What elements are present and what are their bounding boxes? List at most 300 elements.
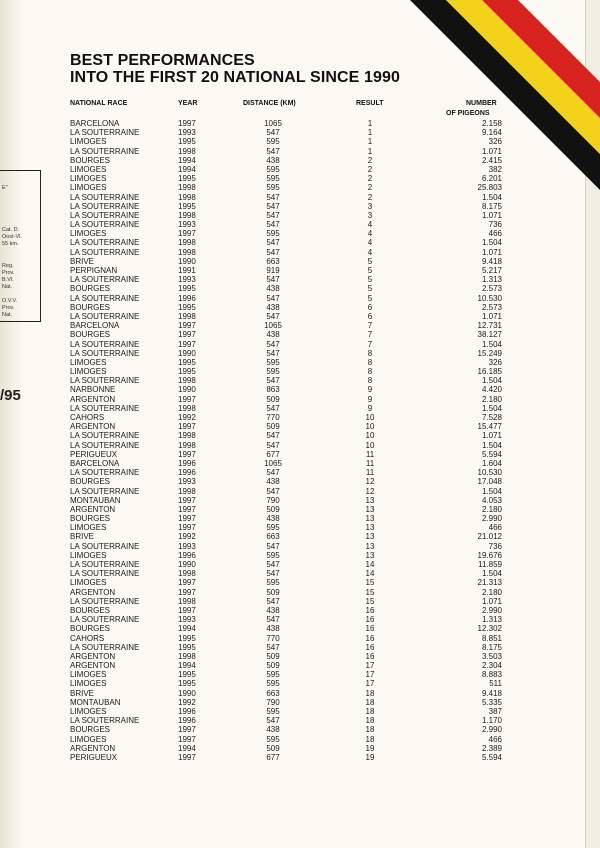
adjacent-text: Reg. (2, 263, 14, 269)
table-row (0, 606, 600, 615)
result-cell: 3 (367, 210, 373, 220)
distance-cell: 547 (266, 275, 280, 285)
year-cell: 1997 (178, 330, 196, 340)
race-cell: NARBONNE (70, 385, 116, 395)
race-cell: LA SOUTERRAINE (70, 146, 140, 156)
race-cell: PERIGUEUX (70, 752, 118, 762)
pigeons-cell: 736 (488, 541, 502, 551)
distance-cell: 790 (266, 495, 280, 505)
race-cell: MONTAUBAN (70, 495, 121, 505)
pigeons-cell: 2.573 (481, 302, 502, 312)
result-cell: 19 (365, 752, 375, 762)
race-cell: LA SOUTERRAINE (70, 403, 140, 413)
result-cell: 17 (365, 679, 375, 689)
race-cell: BOURGES (70, 725, 111, 735)
year-cell: 1998 (178, 183, 196, 193)
distance-cell: 547 (266, 238, 280, 248)
distance-cell: 770 (266, 633, 280, 643)
year-cell: 1991 (178, 266, 196, 275)
year-cell: 1995 (178, 357, 196, 367)
pigeons-cell: 326 (488, 357, 502, 367)
table-row (0, 615, 600, 624)
race-cell: LA SOUTERRAINE (70, 560, 140, 569)
pigeons-cell: 15.249 (477, 348, 502, 358)
year-cell: 1995 (178, 284, 196, 294)
race-cell: LIMOGES (70, 137, 107, 147)
result-cell: 10 (365, 431, 375, 441)
result-cell: 8 (367, 348, 373, 358)
result-cell: 5 (367, 256, 373, 266)
table-row (0, 588, 600, 597)
distance-cell: 547 (266, 486, 280, 496)
year-cell: 1998 (178, 146, 196, 156)
result-cell: 17 (365, 670, 375, 680)
year-cell: 1997 (178, 229, 196, 239)
distance-cell: 547 (266, 596, 280, 606)
table-row (0, 174, 600, 183)
race-cell: LIMOGES (70, 578, 107, 588)
table-row (0, 312, 600, 321)
table-row (0, 303, 600, 312)
race-cell: LA SOUTERRAINE (70, 376, 140, 386)
race-cell: LA SOUTERRAINE (70, 468, 140, 478)
pigeons-cell: 1.504 (481, 376, 502, 386)
year-cell: 1997 (178, 504, 196, 514)
result-cell: 18 (365, 697, 375, 707)
race-cell: LIMOGES (70, 670, 107, 680)
result-cell: 11 (365, 449, 375, 459)
year-cell: 1990 (178, 385, 196, 395)
table-row (0, 128, 600, 137)
adjacent-text: Nat. (2, 284, 13, 290)
table-row (0, 450, 600, 459)
adjacent-page-number: /95 (0, 387, 21, 404)
result-cell: 1 (367, 128, 373, 138)
race-cell: LIMOGES (70, 550, 107, 560)
year-cell: 1990 (178, 348, 196, 358)
table-row (0, 661, 600, 670)
result-cell: 7 (367, 321, 373, 331)
race-cell: BRIVE (70, 688, 95, 698)
year-cell: 1995 (178, 633, 196, 643)
distance-cell: 595 (266, 578, 280, 588)
distance-cell: 547 (266, 376, 280, 386)
pigeons-cell: 3.503 (481, 651, 502, 661)
result-cell: 16 (365, 651, 375, 661)
table-row (0, 220, 600, 229)
year-cell: 1995 (178, 174, 196, 184)
distance-cell: 663 (266, 688, 280, 698)
distance-cell: 595 (266, 183, 280, 193)
table-row (0, 376, 600, 385)
result-cell: 13 (365, 532, 375, 542)
race-cell: BOURGES (70, 330, 111, 340)
result-cell: 10 (365, 440, 375, 450)
pigeons-cell: 10.530 (477, 293, 502, 303)
race-cell: PERPIGNAN (70, 266, 118, 275)
race-cell: BRIVE (70, 532, 95, 542)
year-cell: 1997 (178, 339, 196, 349)
table-row (0, 248, 600, 257)
result-cell: 14 (365, 560, 375, 569)
result-cell: 15 (365, 596, 375, 606)
pigeons-cell: 12.731 (477, 321, 502, 331)
table-row (0, 744, 600, 753)
pigeons-cell: 387 (488, 707, 502, 716)
table-row (0, 514, 600, 523)
pigeons-cell: 2.158 (481, 119, 502, 128)
distance-cell: 547 (266, 210, 280, 220)
distance-cell: 509 (266, 394, 280, 404)
table-row (0, 275, 600, 284)
result-cell: 16 (365, 615, 375, 625)
result-cell: 16 (365, 605, 375, 615)
distance-cell: 1065 (264, 458, 282, 468)
pigeons-cell: 6.201 (481, 174, 502, 184)
year-cell: 1996 (178, 458, 196, 468)
race-cell: LIMOGES (70, 367, 107, 377)
distance-cell: 509 (266, 651, 280, 661)
pigeons-cell: 326 (488, 137, 502, 147)
pigeons-cell: 736 (488, 220, 502, 230)
header-result: RESULT (356, 100, 384, 107)
table-row (0, 183, 600, 192)
year-cell: 1998 (178, 431, 196, 441)
table-row (0, 578, 600, 587)
distance-cell: 919 (266, 266, 280, 275)
pigeons-cell: 1.604 (481, 458, 502, 468)
pigeons-cell: 1.504 (481, 403, 502, 413)
table-row (0, 624, 600, 633)
distance-cell: 547 (266, 431, 280, 441)
table-row (0, 670, 600, 679)
distance-cell: 438 (266, 477, 280, 487)
year-cell: 1993 (178, 541, 196, 551)
pigeons-cell: 21.012 (477, 532, 502, 542)
result-cell: 6 (367, 311, 373, 321)
race-cell: ARGENTON (70, 422, 116, 432)
table-row (0, 358, 600, 367)
table-row (0, 707, 600, 716)
race-cell: LIMOGES (70, 174, 107, 184)
distance-cell: 595 (266, 174, 280, 184)
pigeons-cell: 38.127 (477, 330, 502, 340)
race-cell: BOURGES (70, 624, 111, 634)
table-row (0, 679, 600, 688)
result-cell: 10 (365, 413, 375, 422)
adjacent-text: O.V.V. (2, 298, 18, 304)
pigeons-cell: 2.304 (481, 661, 502, 671)
distance-cell: 547 (266, 642, 280, 652)
race-cell: LA SOUTERRAINE (70, 210, 140, 220)
distance-cell: 509 (266, 587, 280, 597)
race-cell: LA SOUTERRAINE (70, 615, 140, 625)
result-cell: 14 (365, 569, 375, 579)
distance-cell: 547 (266, 615, 280, 625)
adjacent-text: Cat. D. (2, 227, 20, 233)
year-cell: 1997 (178, 523, 196, 533)
header-year: YEAR (178, 100, 198, 107)
distance-cell: 509 (266, 661, 280, 671)
table-row (0, 496, 600, 505)
result-cell: 18 (365, 707, 375, 716)
table-row (0, 753, 600, 762)
pigeons-cell: 4.053 (481, 495, 502, 505)
table-row (0, 147, 600, 156)
table-row (0, 698, 600, 707)
year-cell: 1994 (178, 743, 196, 753)
race-cell: CAHORS (70, 633, 105, 643)
pigeons-cell: 5.594 (481, 752, 502, 762)
year-cell: 1994 (178, 624, 196, 634)
result-cell: 5 (367, 266, 373, 275)
header-national-race: NATIONAL RACE (70, 100, 128, 107)
distance-cell: 770 (266, 413, 280, 422)
distance-cell: 663 (266, 532, 280, 542)
title-line-1: BEST PERFORMANCES (70, 52, 255, 69)
distance-cell: 547 (266, 560, 280, 569)
pigeons-cell: 11.859 (478, 560, 502, 569)
distance-cell: 595 (266, 137, 280, 147)
pigeons-cell: 2.180 (481, 394, 502, 404)
year-cell: 1993 (178, 128, 196, 138)
year-cell: 1994 (178, 164, 196, 174)
year-cell: 1997 (178, 752, 196, 762)
page-title (70, 52, 400, 86)
race-cell: MONTAUBAN (70, 697, 121, 707)
distance-cell: 547 (266, 541, 280, 551)
distance-cell: 547 (266, 440, 280, 450)
year-cell: 1998 (178, 376, 196, 386)
year-cell: 1993 (178, 615, 196, 625)
result-cell: 5 (367, 293, 373, 303)
year-cell: 1998 (178, 311, 196, 321)
distance-cell: 595 (266, 229, 280, 239)
race-cell: LA SOUTERRAINE (70, 220, 140, 230)
result-cell: 2 (367, 155, 373, 165)
distance-cell: 438 (266, 302, 280, 312)
result-cell: 4 (367, 238, 373, 248)
year-cell: 1994 (178, 661, 196, 671)
distance-cell: 547 (266, 348, 280, 358)
result-cell: 12 (365, 486, 375, 496)
race-cell: BARCELONA (70, 119, 120, 128)
adjacent-text: Oost-Vl. (2, 234, 22, 240)
pigeons-cell: 10.530 (477, 468, 502, 478)
table-row (0, 340, 600, 349)
distance-cell: 663 (266, 256, 280, 266)
distance-cell: 438 (266, 514, 280, 524)
distance-cell: 547 (266, 220, 280, 230)
race-cell: BOURGES (70, 605, 111, 615)
pigeons-cell: 1.170 (481, 716, 502, 726)
pigeons-cell: 5.217 (481, 266, 502, 275)
result-cell: 18 (365, 734, 375, 744)
header-pigeons-line1: NUMBER (466, 100, 497, 107)
result-cell: 8 (367, 376, 373, 386)
distance-cell: 677 (266, 449, 280, 459)
pigeons-cell: 1.313 (481, 615, 502, 625)
pigeons-cell: 466 (488, 229, 502, 239)
race-cell: LA SOUTERRAINE (70, 128, 140, 138)
pigeons-cell: 12.302 (477, 624, 502, 634)
table-row (0, 643, 600, 652)
race-cell: BOURGES (70, 302, 111, 312)
pigeons-cell: 2.990 (481, 725, 502, 735)
table-row (0, 137, 600, 146)
table-row (0, 725, 600, 734)
race-cell: LA SOUTERRAINE (70, 440, 140, 450)
year-cell: 1997 (178, 321, 196, 331)
pigeons-cell: 2.990 (481, 514, 502, 524)
result-cell: 4 (367, 247, 373, 257)
pigeons-cell: 2.573 (481, 284, 502, 294)
result-cell: 19 (365, 743, 375, 753)
distance-cell: 547 (266, 192, 280, 202)
result-cell: 12 (365, 477, 375, 487)
race-cell: BRIVE (70, 256, 95, 266)
distance-cell: 790 (266, 697, 280, 707)
result-cell: 8 (367, 367, 373, 377)
year-cell: 1992 (178, 413, 196, 422)
year-cell: 1996 (178, 716, 196, 726)
distance-cell: 438 (266, 284, 280, 294)
result-cell: 13 (365, 550, 375, 560)
year-cell: 1997 (178, 449, 196, 459)
result-cell: 18 (365, 725, 375, 735)
table-row (0, 404, 600, 413)
pigeons-cell: 2.180 (481, 587, 502, 597)
result-cell: 15 (365, 578, 375, 588)
result-cell: 7 (367, 339, 373, 349)
table-row (0, 349, 600, 358)
distance-cell: 547 (266, 716, 280, 726)
pigeons-cell: 8.883 (481, 670, 502, 680)
table-row (0, 459, 600, 468)
year-cell: 1997 (178, 495, 196, 505)
year-cell: 1997 (178, 119, 196, 128)
race-cell: LA SOUTERRAINE (70, 275, 140, 285)
distance-cell: 509 (266, 504, 280, 514)
distance-cell: 438 (266, 725, 280, 735)
pigeons-cell: 17.048 (477, 477, 502, 487)
year-cell: 1993 (178, 477, 196, 487)
year-cell: 1998 (178, 596, 196, 606)
result-cell: 5 (367, 275, 373, 285)
year-cell: 1996 (178, 468, 196, 478)
result-cell: 10 (365, 422, 375, 432)
result-cell: 9 (367, 385, 373, 395)
distance-cell: 595 (266, 707, 280, 716)
race-cell: ARGENTON (70, 504, 116, 514)
pigeons-cell: 1.504 (481, 440, 502, 450)
distance-cell: 595 (266, 367, 280, 377)
distance-cell: 438 (266, 330, 280, 340)
race-cell: CAHORS (70, 413, 105, 422)
table-row (0, 441, 600, 450)
distance-cell: 509 (266, 743, 280, 753)
race-cell: LA SOUTERRAINE (70, 293, 140, 303)
distance-cell: 547 (266, 201, 280, 211)
race-cell: LA SOUTERRAINE (70, 431, 140, 441)
result-cell: 1 (367, 137, 373, 147)
table-row (0, 431, 600, 440)
pigeons-cell: 1.504 (481, 569, 502, 579)
table-row (0, 211, 600, 220)
year-cell: 1997 (178, 394, 196, 404)
table-row (0, 689, 600, 698)
year-cell: 1990 (178, 256, 196, 266)
table-row (0, 367, 600, 376)
table-row (0, 551, 600, 560)
table-row (0, 266, 600, 275)
table-row (0, 523, 600, 532)
result-cell: 7 (367, 330, 373, 340)
year-cell: 1997 (178, 605, 196, 615)
year-cell: 1993 (178, 275, 196, 285)
pigeons-cell: 1.504 (481, 192, 502, 202)
race-cell: LA SOUTERRAINE (70, 569, 140, 579)
result-cell: 9 (367, 403, 373, 413)
pigeons-cell: 9.418 (481, 256, 502, 266)
table-row (0, 156, 600, 165)
distance-cell: 547 (266, 247, 280, 257)
table-row (0, 257, 600, 266)
race-cell: BOURGES (70, 477, 111, 487)
race-cell: BOURGES (70, 155, 111, 165)
result-cell: 18 (365, 688, 375, 698)
year-cell: 1998 (178, 403, 196, 413)
result-cell: 4 (367, 220, 373, 230)
result-cell: 4 (367, 229, 373, 239)
race-cell: PERIGUEUX (70, 449, 118, 459)
year-cell: 1997 (178, 587, 196, 597)
pigeons-cell: 1.071 (481, 311, 502, 321)
race-cell: LA SOUTERRAINE (70, 716, 140, 726)
pigeons-cell: 15.477 (477, 422, 502, 432)
distance-cell: 547 (266, 311, 280, 321)
pigeons-cell: 1.313 (481, 275, 502, 285)
year-cell: 1997 (178, 422, 196, 432)
race-cell: LIMOGES (70, 523, 107, 533)
result-cell: 11 (365, 458, 375, 468)
race-cell: ARGENTON (70, 661, 116, 671)
distance-cell: 547 (266, 293, 280, 303)
table-row (0, 735, 600, 744)
table-row (0, 652, 600, 661)
pigeons-cell: 466 (488, 523, 502, 533)
race-cell: LIMOGES (70, 183, 107, 193)
pigeons-cell: 2.389 (481, 743, 502, 753)
year-cell: 1995 (178, 670, 196, 680)
pigeons-cell: 16.185 (477, 367, 502, 377)
table-row (0, 542, 600, 551)
result-cell: 6 (367, 302, 373, 312)
result-cell: 11 (365, 468, 375, 478)
race-cell: LIMOGES (70, 357, 107, 367)
year-cell: 1998 (178, 238, 196, 248)
table-row (0, 477, 600, 486)
distance-cell: 509 (266, 422, 280, 432)
distance-cell: 547 (266, 146, 280, 156)
year-cell: 1995 (178, 642, 196, 652)
year-cell: 1993 (178, 220, 196, 230)
result-cell: 8 (367, 357, 373, 367)
distance-cell: 547 (266, 468, 280, 478)
race-cell: LA SOUTERRAINE (70, 247, 140, 257)
pigeons-cell: 1.071 (481, 146, 502, 156)
table-row (0, 560, 600, 569)
